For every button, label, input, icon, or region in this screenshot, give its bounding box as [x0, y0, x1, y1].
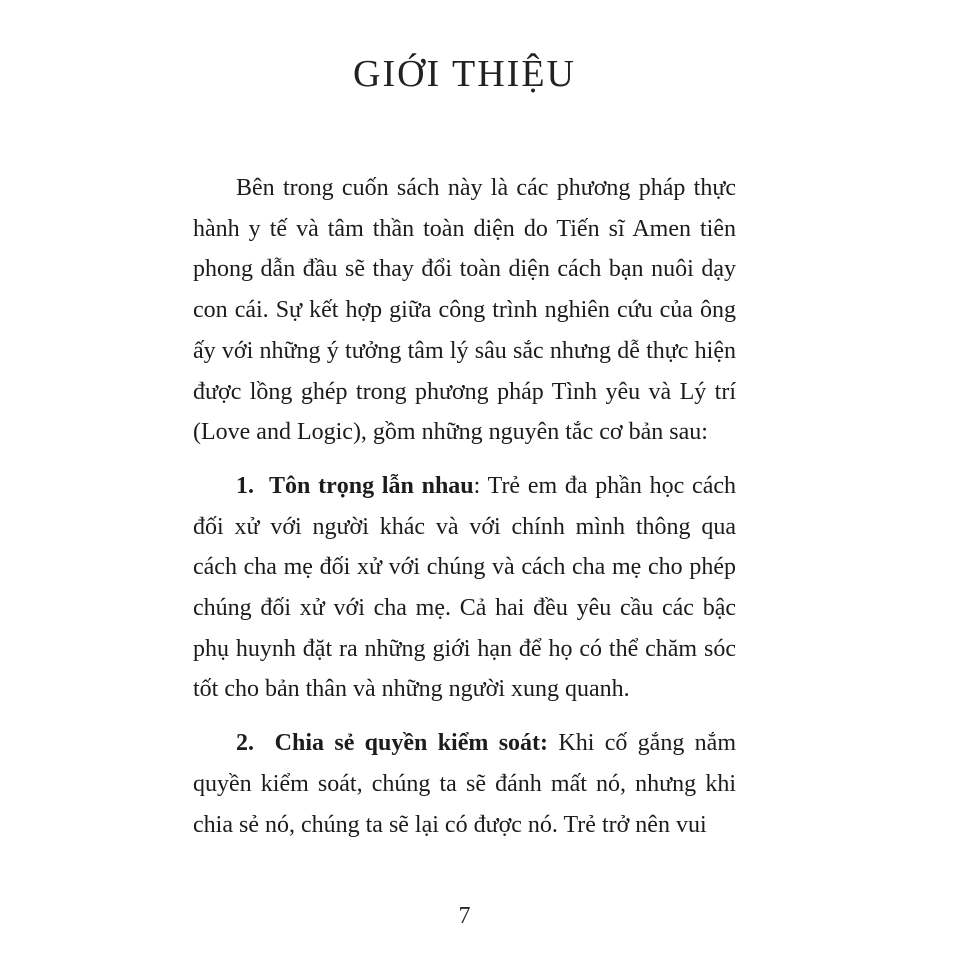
page-body-text [193, 168, 736, 845]
page-number: 7 [458, 903, 471, 929]
page-title: GIỚI THIỆU [353, 53, 576, 95]
text-run: : Trẻ em đa phần học cách đối xử với người khác và với chính mình thông qua cách cha mẹ đối xử với chúng và cách cha mẹ cho phép chúng đối xử với cha mẹ. Cả hai đều yêu cầu các bậc phụ huynh đặt ra những giới hạn để họ có thể chăm sóc tốt cho bản thân và những người xung quanh. [193, 472, 736, 703]
paragraph [193, 466, 736, 710]
text-run: Bên trong cuốn sách này là các phương pháp thực hành y tế và tâm thần toàn diện do Tiến sĩ Amen tiên phong dẫn đầu sẽ thay đổi toàn diện cách bạn nuôi dạy con cái. Sự kết hợp giữa công trình nghiên cứu của ông ấy với những ý tưởng tâm lý sâu sắc nhưng dễ thực hiện được lồng ghép trong phương pháp Tình yêu và Lý trí (Love and Logic), gồm những nguyên tắc cơ bản sau: [193, 175, 736, 446]
paragraph [193, 723, 736, 845]
bold-text-run: 1. Tôn trọng lẫn nhau [236, 472, 474, 499]
bold-text-run: 2. Chia sẻ quyền kiểm soát: [236, 730, 549, 757]
paragraph [193, 168, 736, 453]
text-run: Khi cố gắng nắm quyền kiểm soát, chúng ta sẽ đánh mất nó, nhưng khi chia sẻ nó, chúng ta sẽ lại có được nó. Trẻ trở nên vui [193, 730, 736, 838]
